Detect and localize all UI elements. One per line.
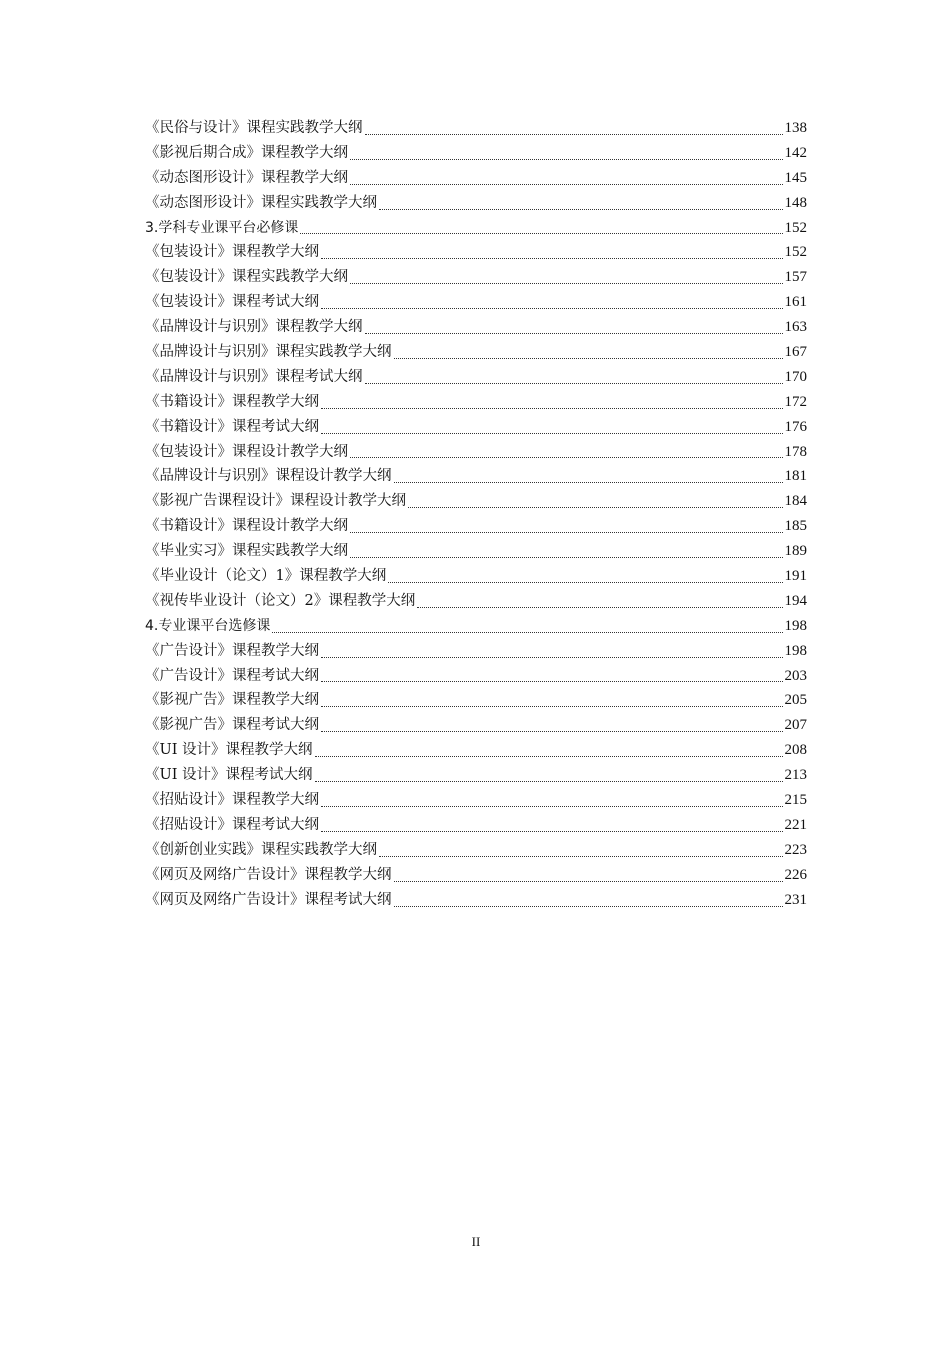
toc-entry-title: 《影视广告课程设计》课程设计教学大纲	[145, 493, 406, 510]
toc-entry-title: 《动态图形设计》课程实践教学大纲	[145, 194, 377, 211]
toc-entry-title: 《毕业设计（论文）1》课程教学大纲	[145, 568, 387, 585]
dot-leader	[321, 681, 783, 682]
toc-entry-title: 《网页及网络广告设计》课程考试大纲	[145, 891, 392, 908]
toc-entry-title: 《包装设计》课程考试大纲	[145, 294, 319, 311]
dot-leader	[365, 383, 783, 384]
toc-entry-title: 《UI 设计》课程教学大纲	[145, 742, 313, 759]
toc-entry-title: 《广告设计》课程考试大纲	[145, 667, 319, 684]
toc-entry-page-number: 163	[784, 319, 807, 336]
toc-entry-title: 《品牌设计与识别》课程考试大纲	[145, 368, 363, 385]
toc-entry-title: 《UI 设计》课程考试大纲	[145, 767, 313, 784]
dot-leader	[300, 233, 782, 234]
toc-entry-page-number: 148	[784, 194, 807, 211]
toc-entry-title: 《动态图形设计》课程教学大纲	[145, 169, 348, 186]
dot-leader	[272, 632, 782, 633]
toc-entry-page-number: 226	[784, 866, 807, 883]
toc-entry-title: 《品牌设计与识别》课程设计教学大纲	[145, 468, 392, 485]
toc-entry[interactable]	[145, 813, 807, 838]
toc-entry-title: 《包装设计》课程实践教学大纲	[145, 269, 348, 286]
dot-leader	[321, 657, 783, 658]
toc-entry[interactable]	[145, 489, 807, 514]
toc-entry-page-number: 145	[784, 169, 807, 186]
toc-entry-page-number: 161	[784, 294, 807, 311]
table-of-contents	[145, 116, 807, 913]
toc-entry[interactable]	[145, 464, 807, 489]
toc-entry-page-number: 198	[784, 617, 807, 634]
dot-leader	[408, 507, 783, 508]
dot-leader	[321, 433, 783, 434]
dot-leader	[394, 482, 783, 483]
toc-entry[interactable]	[145, 738, 807, 763]
dot-leader	[379, 209, 783, 210]
toc-entry-page-number: 191	[784, 568, 807, 585]
toc-entry-page-number: 205	[784, 692, 807, 709]
dot-leader	[321, 731, 783, 732]
toc-entry-page-number: 176	[784, 418, 807, 435]
toc-entry[interactable]	[145, 763, 807, 788]
toc-entry-page-number: 181	[784, 468, 807, 485]
toc-entry-page-number: 213	[784, 767, 807, 784]
toc-entry-page-number: 172	[784, 393, 807, 410]
dot-leader	[365, 333, 783, 334]
toc-entry-title: 《广告设计》课程教学大纲	[145, 642, 319, 659]
toc-entry-title: 《毕业实习》课程实践教学大纲	[145, 543, 348, 560]
toc-entry[interactable]	[145, 141, 807, 166]
toc-entry-title: 《招贴设计》课程教学大纲	[145, 792, 319, 809]
toc-section-heading[interactable]	[145, 216, 807, 241]
toc-entry[interactable]	[145, 240, 807, 265]
toc-entry-title: 《影视广告》课程考试大纲	[145, 717, 319, 734]
toc-entry-title: 《视传毕业设计（论文）2》课程教学大纲	[145, 592, 416, 609]
toc-entry[interactable]	[145, 564, 807, 589]
toc-entry-page-number: 152	[784, 219, 807, 236]
toc-entry[interactable]	[145, 664, 807, 689]
dot-leader	[315, 781, 783, 782]
toc-entry-title: 3.学科专业课平台必修课	[145, 219, 299, 236]
dot-leader	[350, 283, 783, 284]
dot-leader	[394, 358, 783, 359]
toc-entry-page-number: 194	[784, 592, 807, 609]
toc-entry-title: 《书籍设计》课程考试大纲	[145, 418, 319, 435]
toc-entry-page-number: 223	[784, 841, 807, 858]
dot-leader	[379, 856, 783, 857]
toc-entry-page-number: 167	[784, 344, 807, 360]
toc-entry[interactable]	[145, 639, 807, 664]
dot-leader	[350, 184, 783, 185]
toc-entry-title: 《创新创业实践》课程实践教学大纲	[145, 841, 377, 858]
dot-leader	[388, 582, 782, 583]
toc-entry-title: 《网页及网络广告设计》课程教学大纲	[145, 866, 392, 883]
toc-entry-page-number: 185	[784, 518, 807, 535]
dot-leader	[417, 607, 782, 608]
dot-leader	[321, 258, 783, 259]
toc-entry[interactable]	[145, 265, 807, 290]
toc-entry-page-number: 178	[784, 443, 807, 460]
dot-leader	[321, 806, 783, 807]
dot-leader	[350, 159, 783, 160]
toc-entry-title: 4.专业课平台选修课	[145, 617, 271, 634]
toc-entry-title: 《招贴设计》课程考试大纲	[145, 816, 319, 833]
toc-entry[interactable]	[145, 116, 807, 141]
toc-entry-page-number: 138	[784, 119, 807, 136]
toc-entry-page-number: 221	[784, 816, 807, 833]
toc-entry[interactable]	[145, 514, 807, 539]
toc-entry[interactable]	[145, 589, 807, 614]
toc-entry[interactable]	[145, 440, 807, 465]
toc-entry-page-number: 215	[784, 792, 807, 809]
toc-section-heading[interactable]	[145, 614, 807, 639]
dot-leader	[321, 831, 783, 832]
toc-entry[interactable]	[145, 713, 807, 738]
toc-entry[interactable]	[145, 365, 807, 390]
toc-entry-title: 《书籍设计》课程教学大纲	[145, 393, 319, 410]
toc-entry[interactable]	[145, 688, 807, 713]
toc-entry-page-number: 184	[784, 493, 807, 510]
dot-leader	[394, 906, 783, 907]
dot-leader	[350, 457, 783, 458]
dot-leader	[350, 532, 783, 533]
toc-entry-page-number: 208	[784, 742, 807, 759]
dot-leader	[315, 756, 783, 757]
dot-leader	[350, 557, 783, 558]
toc-entry[interactable]	[145, 290, 807, 315]
toc-entry-title: 《书籍设计》课程设计教学大纲	[145, 518, 348, 535]
toc-entry[interactable]	[145, 788, 807, 813]
toc-entry-page-number: 142	[784, 144, 807, 161]
dot-leader	[321, 308, 783, 309]
toc-entry-page-number: 157	[784, 269, 807, 286]
toc-entry[interactable]	[145, 863, 807, 888]
toc-entry-title: 《品牌设计与识别》课程实践教学大纲	[145, 344, 392, 360]
toc-entry-title: 《品牌设计与识别》课程教学大纲	[145, 319, 363, 336]
toc-entry[interactable]	[145, 838, 807, 863]
toc-entry[interactable]	[145, 390, 807, 415]
dot-leader	[365, 134, 783, 135]
page-number: II	[471, 1234, 481, 1249]
toc-entry-title: 《影视后期合成》课程教学大纲	[145, 144, 348, 161]
toc-entry[interactable]	[145, 415, 807, 440]
toc-entry[interactable]	[145, 315, 807, 340]
toc-entry-title: 《影视广告》课程教学大纲	[145, 692, 319, 709]
toc-entry[interactable]	[145, 340, 807, 365]
toc-entry[interactable]	[145, 191, 807, 216]
toc-entry-page-number: 207	[784, 717, 807, 734]
toc-entry-page-number: 189	[784, 543, 807, 560]
toc-entry-title: 《包装设计》课程教学大纲	[145, 244, 319, 261]
toc-entry[interactable]	[145, 539, 807, 564]
dot-leader	[321, 706, 783, 707]
toc-entry-page-number: 170	[784, 368, 807, 385]
toc-entry-page-number: 231	[784, 891, 807, 908]
toc-entry[interactable]	[145, 166, 807, 191]
toc-entry-page-number: 203	[784, 667, 807, 684]
toc-entry-title: 《民俗与设计》课程实践教学大纲	[145, 119, 363, 136]
toc-entry[interactable]	[145, 888, 807, 913]
toc-entry-page-number: 152	[784, 244, 807, 261]
dot-leader	[321, 408, 783, 409]
dot-leader	[394, 881, 783, 882]
toc-entry-page-number: 198	[784, 642, 807, 659]
toc-entry-title: 《包装设计》课程设计教学大纲	[145, 443, 348, 460]
